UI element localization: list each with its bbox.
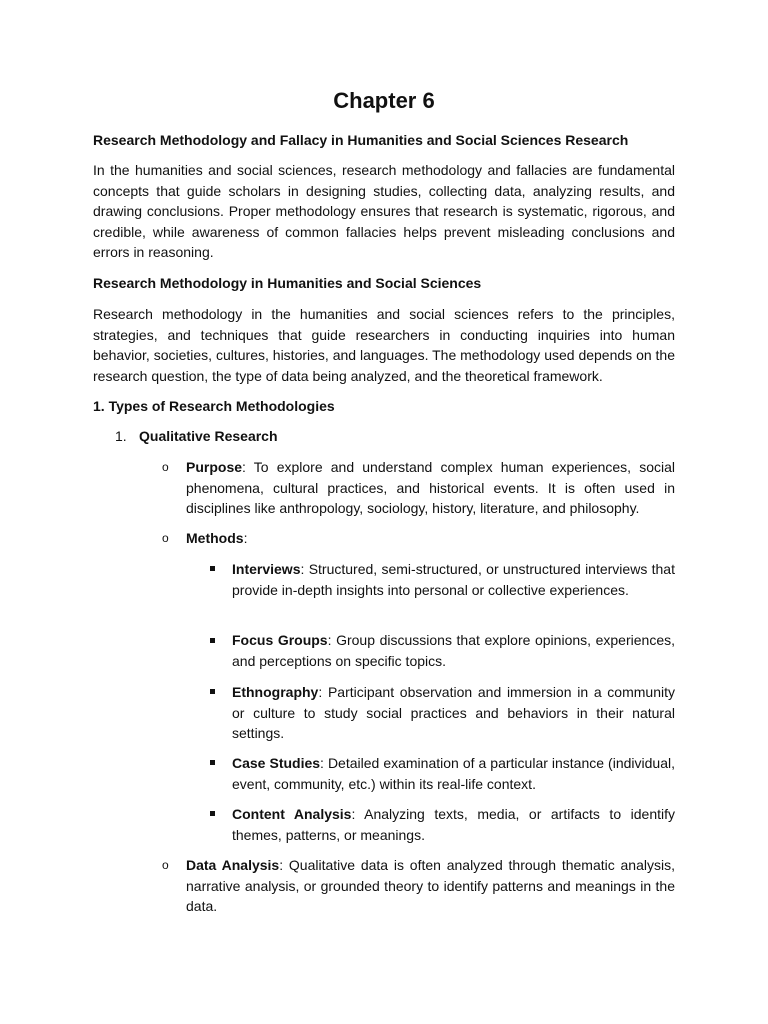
methodology-paragraph: Research methodology in the humanities and social sciences refers to the principles, strategies, and techniques that guide researchers in conducting inquiries into human behavior, societies, cultures, histories, and languages. The methodology used depends on the research question, the type of data being analyzed, and the theoretical framework. — [93, 306, 675, 384]
method-label: Content Analysis — [232, 806, 352, 822]
circle-bullet-icon: o — [162, 858, 169, 872]
method-text: : Analyzing texts, media, or artifacts to identify themes, patterns, or meanings. — [232, 806, 675, 843]
methods-colon: : — [243, 530, 248, 546]
subheading: Research Methodology in Humanities and Social Sciences — [93, 275, 482, 291]
purpose-text: : To explore and understand complex human experiences, social phenomena, cultural practices, and historical events. It is often used in disciplines like anthropology, sociology, history, literature, and philosophy. — [186, 459, 675, 517]
circle-bullet-icon: o — [162, 531, 169, 545]
list-number: 1. — [115, 428, 127, 444]
data-analysis-text: : Qualitative data is often analyzed through thematic analysis, narrative analysis, or grounded theory to identify patterns and meanings in the data. — [186, 857, 675, 915]
method-item — [232, 630, 675, 671]
method-text: : Group discussions that explore opinions, experiences, and perceptions on specific topics. — [232, 632, 675, 669]
intro-paragraph: In the humanities and social sciences, research methodology and fallacies are fundamental concepts that guide scholars in designing studies, collecting data, analyzing results, and drawing conclusions. Proper methodology ensures that research is systematic, rigorous, and credible, while awareness of common fallacies helps prevent misleading conclusions and errors in reasoning. — [93, 162, 675, 261]
method-text: : Participant observation and immersion in a community or culture to study social practices and behaviors in their natural settings. — [232, 684, 675, 742]
data-analysis-item — [186, 855, 675, 917]
methods-item — [186, 528, 675, 549]
method-text: : Detailed examination of a particular instance (individual, event, community, etc.) within its real-life context. — [232, 755, 675, 792]
methods-label: Methods — [186, 530, 244, 546]
purpose-item — [186, 457, 675, 519]
chapter-title: Chapter 6 — [333, 88, 435, 113]
method-item — [232, 804, 675, 845]
data-analysis-label: Data Analysis — [186, 857, 280, 873]
qualitative-label: Qualitative Research — [139, 428, 278, 444]
square-bullet-icon — [210, 811, 215, 816]
method-label: Ethnography — [232, 684, 319, 700]
method-label: Interviews — [232, 561, 301, 577]
method-item — [232, 682, 675, 744]
method-item — [232, 753, 675, 794]
section-heading: Research Methodology and Fallacy in Humanities and Social Sciences Research — [93, 132, 629, 148]
square-bullet-icon — [210, 566, 215, 571]
square-bullet-icon — [210, 638, 215, 643]
square-bullet-icon — [210, 760, 215, 765]
method-label: Case Studies — [232, 755, 321, 771]
square-bullet-icon — [210, 689, 215, 694]
types-heading: 1. Types of Research Methodologies — [93, 398, 335, 414]
purpose-label: Purpose — [186, 459, 243, 475]
method-text: : Structured, semi-structured, or unstructured interviews that provide in-depth insights into personal or collective experiences. — [232, 561, 675, 598]
circle-bullet-icon: o — [162, 460, 169, 474]
method-item — [232, 559, 675, 600]
method-label: Focus Groups — [232, 632, 328, 648]
